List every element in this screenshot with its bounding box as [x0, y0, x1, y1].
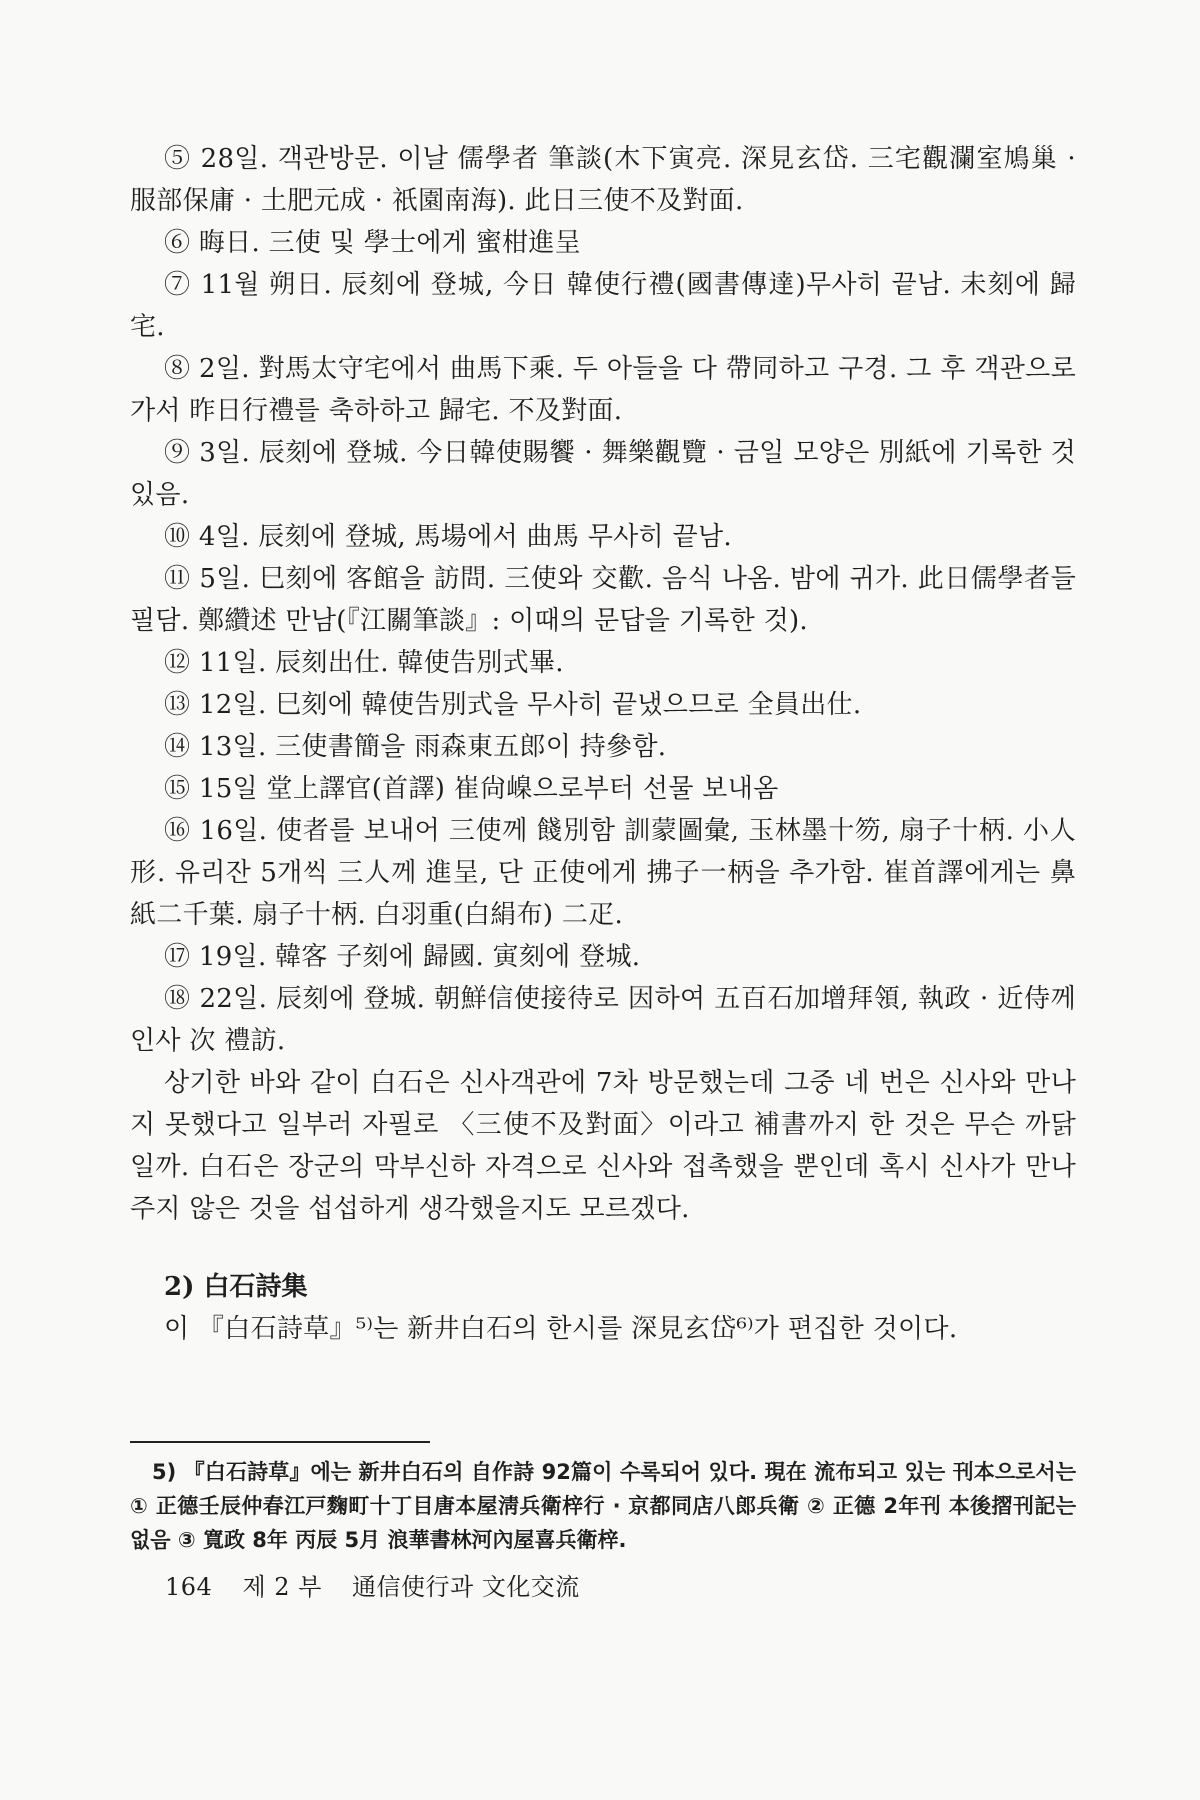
section-heading: 2) 白石詩集 [164, 1272, 308, 1302]
footnotes [130, 1455, 1076, 1557]
diary-entry-10: ⑩ 4일. 辰刻에 登城, 馬場에서 曲馬 무사히 끝남. [164, 522, 732, 552]
diary-entry-11: ⑪ 5일. 巳刻에 客館을 訪問. 三使와 交歡. 음식 나옴. 밤에 귀가. 此日儒學者들 필담. 鄭纘述 만남(『江關筆談』: 이때의 문답을 기록한 것). [130, 564, 1076, 636]
footnote-divider [130, 1441, 430, 1443]
diary-entry-15: ⑮ 15일 堂上譯官(首譯) 崔尙嵲으로부터 선물 보내옴 [164, 774, 779, 804]
section-body: 이 『白石詩草』⁵⁾는 新井白石의 한시를 深見玄岱⁶⁾가 편집한 것이다. [164, 1314, 958, 1344]
running-footer [165, 1572, 602, 1602]
footer-part: 제 2 부 [242, 1573, 322, 1601]
diary-entry-17: ⑰ 19일. 韓客 子刻에 歸國. 寅刻에 登城. [164, 942, 641, 972]
diary-entry-13: ⑬ 12일. 巳刻에 韓使告別式을 무사히 끝냈으므로 全員出仕. [164, 690, 862, 720]
diary-entry-14: ⑭ 13일. 三使書簡을 雨森東五郎이 持參함. [164, 732, 667, 762]
diary-entry-9: ⑨ 3일. 辰刻에 登城. 今日韓使賜饗 · 舞樂觀覽 · 금일 모양은 別紙에 기록한 것 있음. [130, 438, 1076, 510]
diary-entry-7: ⑦ 11월 朔日. 辰刻에 登城, 今日 韓使行禮(國書傳達)무사히 끝남. 未刻에 歸宅. [130, 270, 1076, 342]
summary-paragraph: 상기한 바와 같이 白石은 신사객관에 7차 방문했는데 그중 네 번은 신사와 만나지 못했다고 일부러 자필로 〈三使不及對面〉이라고 補書까지 한 것은 무슨 까닭일까. 白石은 장군의 막부신하 자격으로 신사와 접촉했을 뿐인데 혹시 신사가 만나주지 않은 것을 섭섭하게 생각했을지도 모르겠다. [130, 1068, 1076, 1224]
page-number: 164 [165, 1573, 213, 1601]
diary-entry-18: ⑱ 22일. 辰刻에 登城. 朝鮮信使接待로 因하여 五百石加增拜領, 執政 · 近侍께 인사 次 禮訪. [130, 984, 1076, 1056]
diary-entry-12: ⑫ 11일. 辰刻出仕. 韓使告別式畢. [164, 648, 564, 678]
footer-title: 通信使行과 文化交流 [352, 1573, 580, 1601]
diary-entry-16: ⑯ 16일. 使者를 보내어 三使께 餞別함 訓蒙圖彙, 玉林墨十笏, 扇子十柄. 小人形. 유리잔 5개씩 三人께 進呈, 단 正使에게 拂子一柄을 추가함. 崔首譯에게는 鼻紙二千葉. 扇子十柄. 白羽重(白絹布) 二疋. [130, 816, 1076, 930]
diary-entry-8: ⑧ 2일. 對馬太守宅에서 曲馬下乘. 두 아들을 다 帶同하고 구경. 그 후 객관으로 가서 昨日行禮를 축하하고 歸宅. 不及對面. [130, 354, 1076, 426]
diary-entry-5: ⑤ 28일. 객관방문. 이날 儒學者 筆談(木下寅亮. 深見玄岱. 三宅觀瀾室鳩巢 · 服部保庸 · 土肥元成 · 祇園南海). 此日三使不及對面. [130, 144, 1076, 216]
footnote-5: 5) 『白石詩草』에는 新井白石의 自作詩 92篇이 수록되어 있다. 現在 流布되고 있는 刊本으로서는 ① 正德壬辰仲春江戸麴町十丁目唐本屋淸兵衛梓行 · 京都同店八郎兵衛 ② 正德 2年刊 本後摺刊記는 없음 ③ 寬政 8年 丙辰 5月 浪華書林河內屋喜兵衛梓. [130, 1460, 1076, 1552]
main-text [130, 138, 1076, 1350]
diary-entry-6: ⑥ 晦日. 三使 및 學士에게 蜜柑進呈 [164, 228, 581, 258]
